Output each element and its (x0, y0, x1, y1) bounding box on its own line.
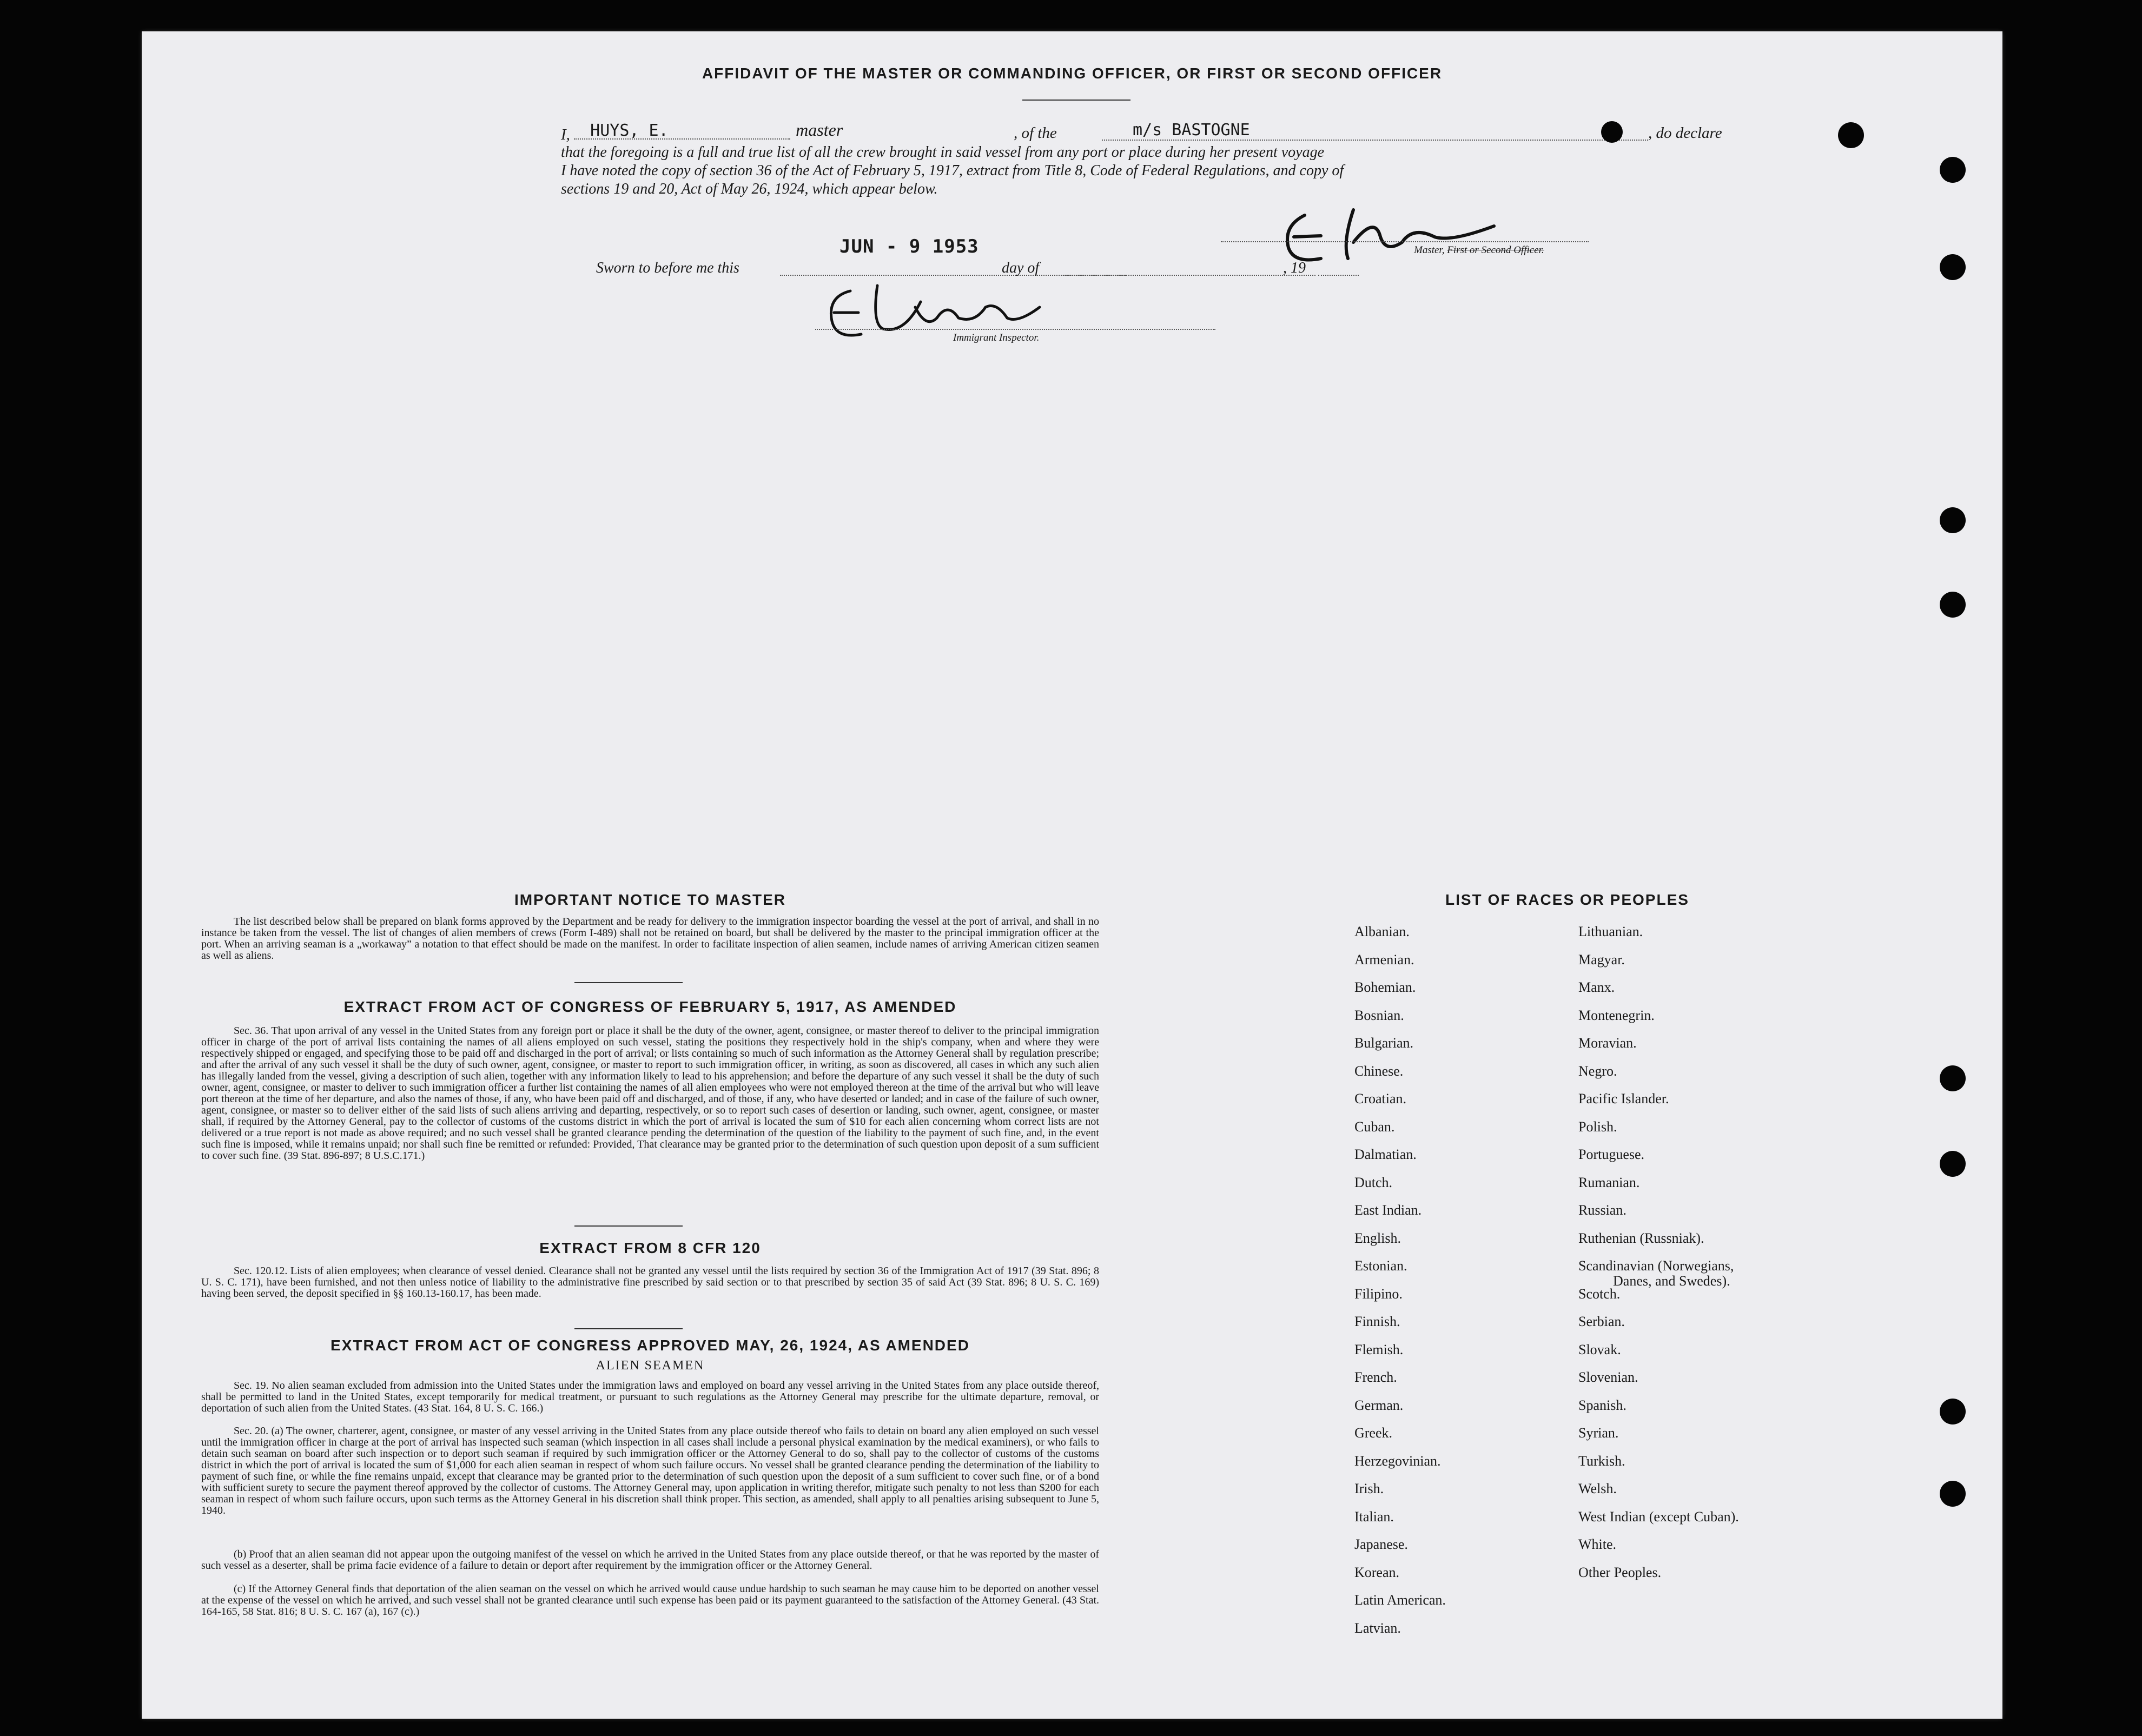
race-item: Polish. (1578, 1118, 1617, 1135)
race-item: Danes, and Swedes). (1613, 1273, 1730, 1289)
race-item: Cuban. (1354, 1118, 1395, 1135)
binder-hole (1940, 1065, 1966, 1091)
race-item: Manx. (1578, 979, 1615, 995)
race-item: Welsh. (1578, 1481, 1617, 1496)
affidavit-line-4: sections 19 and 20, Act of May 26, 1924, which appear below. (561, 181, 938, 197)
race-item: Pacific Islander. (1578, 1091, 1669, 1106)
race-item: Bulgarian. (1354, 1035, 1414, 1051)
race-item: Dalmatian. (1354, 1147, 1417, 1162)
binder-hole (1601, 121, 1623, 143)
caption-master: Master, (1414, 244, 1445, 256)
vessel-value: m/s BASTOGNE (1133, 121, 1250, 140)
extract-1924-sec20a: Sec. 20. (a) The owner, charterer, agent, consignee, or master of any vessel arriving in the United States from any place outside thereof who fails to detain on board any alien employed on such vessel until the immigration officer in charge at the port of arrival has inspected such seaman (which inspection in all cases shall include a personal physical examination by the medical examiners), or who fails to detain such seaman on board after such inspection or to deport such seaman if required by such immigration officer or the Attorney General to do so, shall pay to the collector of customs of the customs district in which the port of arrival is located the sum of $1,000 for each alien seaman in respect of whom such failure occurs. No vessel shall be granted clearance pending the determination of the liability to payment of such fine, or while the fine remains unpaid, except that clearance may be granted prior to the determination of such question upon the deposit of a sum sufficient to cover such fine, or of a bond with sufficient surety to secure the payment thereof approved by the collector of customs. The Attorney General may, upon application in writing therefor, mitigate such penalty to not less than $200 for each seaman in respect of whom such failure occurs, upon such terms as the Attorney General in his discretion shall think proper. This section, as amended, shall apply to all penalties arising subsequent to June 5, 1940. (201, 1425, 1099, 1516)
of-the-label: , of the (1014, 124, 1057, 142)
race-item: Ruthenian (Russniak). (1578, 1230, 1704, 1246)
binder-hole (1940, 157, 1966, 183)
race-item: Flemish. (1354, 1341, 1404, 1357)
race-item: Syrian. (1578, 1425, 1619, 1441)
race-item: Albanian. (1354, 924, 1410, 939)
affidavit-line-2: that the foregoing is a full and true list of all the crew brought in said vessel from any port or place during her present voyage (561, 144, 1325, 161)
name-blank: HUYS, E. master (574, 123, 790, 140)
i-label: I, (561, 126, 570, 143)
race-item: Montenegrin. (1578, 1007, 1655, 1023)
extract-1917-title: EXTRACT FROM ACT OF CONGRESS OF FEBRUARY 5, 1917, AS AMENDED (343, 998, 957, 1015)
race-item: White. (1578, 1536, 1617, 1552)
extract-1924-sec20c: (c) If the Attorney General finds that deportation of the alien seaman on the vessel on which he arrived would cause undue hardship to such seaman he may cause him to be deported on another vessel at the expense of the vessel on which he arrived, and such vessel shall not be granted clearance until such expense has been paid or its payment guaranteed to the satisfaction of the Attorney General. (43 Stat. 164-165, 58 Stat. 816; 8 U. S. C. 167 (a), 167 (c).) (201, 1583, 1099, 1618)
extract-1924-title: EXTRACT FROM ACT OF CONGRESS APPROVED MAY, 26, 1924, AS AMENDED (330, 1337, 970, 1354)
race-item: Estonian. (1354, 1258, 1407, 1274)
year-blank (1318, 275, 1359, 276)
master-signature (1272, 194, 1499, 275)
date-stamp: JUN - 9 1953 (839, 236, 979, 257)
race-item: Rumanian. (1578, 1174, 1640, 1190)
race-item: Japanese. (1354, 1536, 1408, 1552)
race-item: Scotch. (1578, 1286, 1621, 1302)
signature-line (1221, 241, 1589, 242)
race-item: French. (1354, 1369, 1397, 1385)
binder-hole (1940, 1481, 1966, 1507)
race-item: Lithuanian. (1578, 924, 1643, 939)
race-item: Filipino. (1354, 1286, 1403, 1302)
binder-hole (1940, 1151, 1966, 1177)
race-item: Dutch. (1354, 1174, 1393, 1190)
binder-hole (1940, 507, 1966, 533)
vessel-blank (1102, 140, 1648, 141)
race-item: Portuguese. (1578, 1147, 1645, 1162)
race-item: Negro. (1578, 1063, 1617, 1079)
race-item: Irish. (1354, 1481, 1384, 1496)
notice-rule (574, 982, 683, 983)
race-item: Croatian. (1354, 1091, 1407, 1106)
extract-8cfr-rule (574, 1328, 683, 1329)
year-prefix: , 19 (1283, 260, 1306, 276)
do-declare-label: , do declare (1648, 124, 1722, 142)
race-item: Italian. (1354, 1508, 1394, 1525)
binder-hole (1940, 254, 1966, 280)
race-item: Turkish. (1578, 1453, 1625, 1469)
races-title: LIST OF RACES OR PEOPLES (1445, 891, 1689, 908)
inspector-caption: Immigrant Inspector. (953, 332, 1040, 343)
extract-1924-sec19: Sec. 19. No alien seaman excluded from admission into the United States under the immigration laws and employed on board any vessel arriving in the United States from any place outside thereof, shall be permitted to land in the United States, except temporarily for medical treatment, or pursuant to such regulations as the Attorney General may prescribe for the ultimate departure, removal, or deportation of such alien from the United States. (43 Stat. 164, 8 U. S. C. 166.) (201, 1380, 1099, 1414)
race-item: Chinese. (1354, 1063, 1404, 1079)
race-item: Other Peoples. (1578, 1564, 1662, 1580)
binder-hole (1838, 122, 1864, 148)
binder-hole (1940, 1399, 1966, 1424)
race-item: Herzegovinian. (1354, 1453, 1441, 1469)
race-item: Latvian. (1354, 1620, 1401, 1636)
binder-hole (1940, 592, 1966, 618)
race-item: East Indian. (1354, 1202, 1422, 1218)
extract-1917-text: Sec. 36. That upon arrival of any vessel in the United States from any foreign port or place it shall be the duty of the owner, agent, consignee, or master thereof to deliver to the principal immigration officer in charge of the port of arrival lists containing the names of all aliens employed on such vessel, stating the positions they respectively hold in the ship's company, when and where they were respectively shipped or engaged, and specifying those to be paid off and discharged in the port of arrival; or lists containing so much of such information as the Attorney General shall by regulation prescribe; and after the arrival of any such vessel it shall be the duty of such owner, agent, consignee, or master to report to such immigration officer, in writing, as soon as discovered, all cases in which any such alien has illegally landed from the vessel, giving a description of such alien, together with any information likely to lead to his apprehension; and before the departure of any such vessel it shall be the duty of such owner, agent, consignee, or master to deliver to such immigration officer a further list containing the names of all alien employees who were not employed thereon at the time of the arrival but who will leave port thereon at the time of her departure, and also the names of those, if any, who have been paid off and discharged, and of those, if any, who have deserted or landed; and in case of the failure of such owner, agent, consignee, or master so to deliver either of the said lists of such aliens arriving and departing, respectively, or so to report such cases of desertion or landing, such owner, agent, consignee, or master shall, if required by the Attorney General, pay to the collector of customs of the customs district in which the port of arrival is located the sum of $10 for each alien concerning whom correct lists are not delivered or a true report is not made as above required; and no such vessel shall be granted clearance pending the determination of the question of the liability to the payment of such fine, and, in the event such fine is imposed, while it remains unpaid; nor shall such fine be remitted or refunded: Provided, That clearance may be granted prior to the determination of such question upon deposit of a sum sufficient to cover such fine. (39 Stat. 896-897; 8 U.S.C.171.) (201, 1025, 1099, 1162)
sworn-label: Sworn to before me this (596, 260, 739, 276)
race-item: English. (1354, 1230, 1401, 1246)
inspector-line (815, 329, 1215, 330)
race-item: Magyar. (1578, 951, 1625, 968)
extract-1924-subtitle: ALIEN SEAMEN (596, 1359, 705, 1373)
name-value: HUYS, E. (590, 121, 669, 140)
race-item: Scandinavian (Norwegians, (1578, 1258, 1734, 1274)
affidavit-line-3: I have noted the copy of section 36 of the Act of February 5, 1917, extract from Title 8, Code of Federal Regulations, and copy of (561, 162, 1344, 179)
race-item: Russian. (1578, 1202, 1627, 1218)
race-item: Slovak. (1578, 1341, 1621, 1357)
race-item: West Indian (except Cuban). (1578, 1508, 1739, 1525)
race-item: Serbian. (1578, 1314, 1625, 1329)
month-blank (1061, 275, 1315, 276)
caption-struck: First or Second Officer. (1447, 244, 1544, 256)
notice-text: The list described below shall be prepared on blank forms approved by the Department and be ready for delivery to the immigration inspector boarding the vessel at the port of arrival, and shall in no instance be taken from the vessel. The list of changes of alien members of crews (Form I-489) shall not be retained on board, but shall be delivered by the master to the principal immigration officer at the port. When an arriving seaman is a „workaway” a notation to that effect should be made on the manifest. In order to facilitate inspection of alien seamen, include names of arriving American citizen seamen as well as aliens. (201, 916, 1099, 962)
race-item: Latin American. (1354, 1592, 1446, 1608)
race-item: Armenian. (1354, 951, 1414, 968)
notice-title: IMPORTANT NOTICE TO MASTER (514, 891, 786, 908)
extract-8cfr-text: Sec. 120.12. Lists of alien employees; when clearance of vessel denied. Clearance shall not be granted any vessel until the lists required by section 36 of the Immigration Act of 1917 (39 Stat. 896; 8 U. S. C. 171), have been furnished, and not then unless notice of liability to the administrative fine prescribed by said section or to that prescribed by section 35 of said Act (39 Stat. 896; 8 U. S. C. 169) having been served, the deposit specified in §§ 160.13-160.17, has been made. (201, 1265, 1099, 1300)
race-item: Moravian. (1578, 1035, 1637, 1051)
extract-1924-sec20b: (b) Proof that an alien seaman did not appear upon the outgoing manifest of the vessel on which he arrived in the United States from any place outside thereof, or that he was reported by the master of such vessel as a deserter, shall be prima facie evidence of a failure to detain or deport after requirement by the immigration officer or the Attorney General. (201, 1548, 1099, 1572)
race-item: Finnish. (1354, 1314, 1400, 1329)
document-sheet (142, 31, 2002, 1719)
race-item: Bosnian. (1354, 1007, 1404, 1023)
race-item: Slovenian. (1578, 1369, 1638, 1385)
day-of-label: day of (1002, 260, 1040, 276)
title-rule (1022, 100, 1130, 101)
race-item: Spanish. (1578, 1397, 1627, 1413)
extract-1917-rule (574, 1225, 683, 1227)
extract-8cfr-title: EXTRACT FROM 8 CFR 120 (539, 1240, 761, 1256)
race-item: Korean. (1354, 1564, 1400, 1580)
race-item: German. (1354, 1397, 1404, 1413)
signature-caption (1414, 244, 1544, 256)
race-item: Bohemian. (1354, 979, 1416, 995)
affidavit-title: AFFIDAVIT OF THE MASTER OR COMMANDING OFFICER, OR FIRST OR SECOND OFFICER (702, 65, 1443, 82)
race-item: Greek. (1354, 1425, 1393, 1441)
